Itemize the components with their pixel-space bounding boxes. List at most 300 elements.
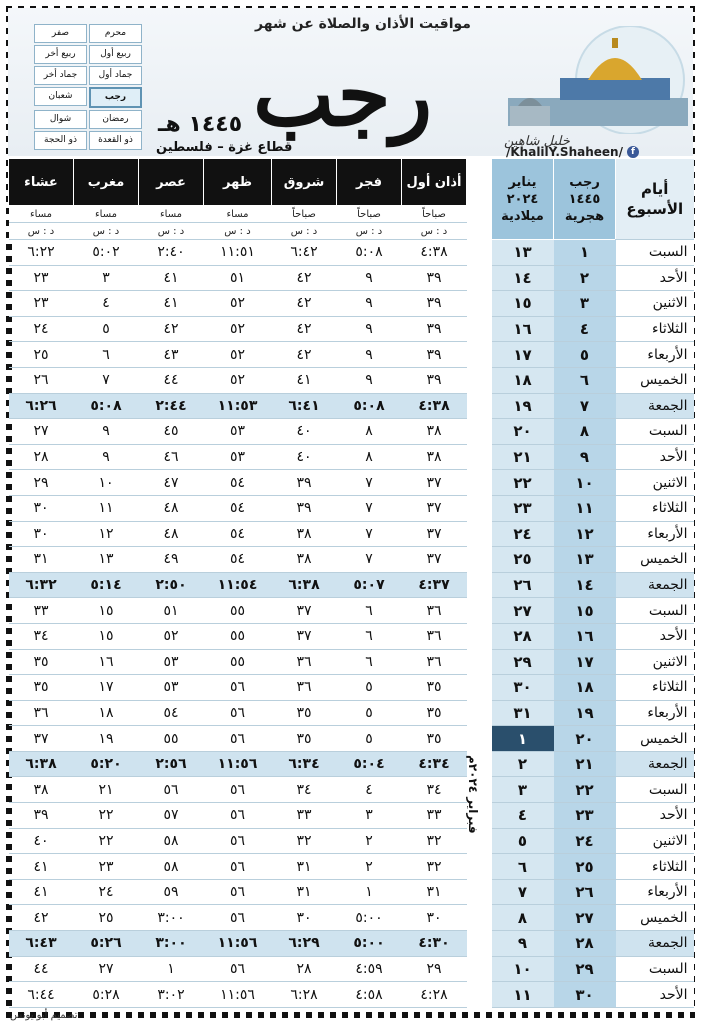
dhuhr-time: ٥٦: [204, 956, 272, 982]
asr-time: ٤٨: [139, 495, 204, 521]
isha-time: ٣٩: [9, 803, 74, 829]
shuruq-time: ٦:٣٤: [272, 751, 337, 777]
month-button[interactable]: شعبان: [34, 87, 87, 106]
hijri-date-cell: ٢٩: [554, 956, 616, 982]
fajr-time: ٨: [337, 444, 402, 470]
isha-time: ٢٩: [9, 470, 74, 496]
month-button[interactable]: جماد أخر: [34, 66, 87, 85]
shuruq-time: ٦:٣٨: [272, 572, 337, 598]
fajr-time: ٥:٠٨: [337, 393, 402, 419]
dhuhr-time: ٥٢: [204, 316, 272, 342]
isha-time: ٢٣: [9, 291, 74, 317]
isha-time: ٦:٤٤: [9, 982, 74, 1008]
maghrib-time: ٩: [74, 419, 139, 445]
maghrib-time: ١٥: [74, 623, 139, 649]
first-adhan-time: ٣٥: [402, 700, 467, 726]
first-adhan-time: ٣٦: [402, 598, 467, 624]
table-row: [9, 291, 694, 317]
table-row: [9, 905, 694, 931]
credit-text: /KhalilY.Shaheen/: [506, 145, 623, 159]
first-adhan-time: ٣٧: [402, 470, 467, 496]
month-button[interactable]: ذو القعدة: [89, 131, 142, 150]
table-row: [9, 854, 694, 880]
gregorian-date-cell: ١٧: [492, 342, 554, 368]
maghrib-time: ٢١: [74, 777, 139, 803]
shuruq-time: ٣٣: [272, 803, 337, 829]
dhuhr-time: ١١:٥٤: [204, 572, 272, 598]
hijri-date-cell: ٣٠: [554, 982, 616, 1008]
isha-time: ٢٦: [9, 367, 74, 393]
hijri-date-cell: ١٢: [554, 521, 616, 547]
separator-cell: [467, 649, 492, 675]
unit-label: د : س: [9, 223, 74, 240]
designer-credit: تصميم أبو يونس: [10, 1010, 78, 1021]
isha-time: ٦:٣٨: [9, 751, 74, 777]
first-adhan-time: ٣٩: [402, 342, 467, 368]
day-cell: السبت: [616, 777, 694, 803]
gregorian-date-cell: ٢٨: [492, 623, 554, 649]
shuruq-time: ٢٨: [272, 956, 337, 982]
isha-time: ٤١: [9, 879, 74, 905]
separator-cell: [467, 854, 492, 880]
table-row: [9, 751, 694, 777]
day-cell: الثلاثاء: [616, 675, 694, 701]
dhuhr-time: ٥٢: [204, 342, 272, 368]
gregorian-date-cell: ٣: [492, 777, 554, 803]
table-row: [9, 623, 694, 649]
hijri-date-cell: ٩: [554, 444, 616, 470]
table-row: [9, 444, 694, 470]
unit-label: د : س: [272, 223, 337, 240]
month-button[interactable]: رجب: [89, 87, 142, 108]
shuruq-time: ٣٥: [272, 700, 337, 726]
dhuhr-time: ٥٤: [204, 547, 272, 573]
day-cell: الخميس: [616, 367, 694, 393]
fajr-time: ٢: [337, 828, 402, 854]
day-cell: الجمعة: [616, 572, 694, 598]
maghrib-time: ٧: [74, 367, 139, 393]
first-adhan-time: ٤:٢٨: [402, 982, 467, 1008]
shuruq-time: ٤٠: [272, 444, 337, 470]
maghrib-time: ٥:٢٦: [74, 931, 139, 957]
gregorian-date-cell: ٢: [492, 751, 554, 777]
maghrib-time: ١٩: [74, 726, 139, 752]
first-adhan-time: ٣٢: [402, 828, 467, 854]
gregorian-date-cell: ١٨: [492, 367, 554, 393]
isha-time: ٤١: [9, 854, 74, 880]
separator-cell: [467, 240, 492, 266]
maghrib-time: ١٢: [74, 521, 139, 547]
day-cell: الخميس: [616, 726, 694, 752]
isha-time: ٦:٢٢: [9, 240, 74, 266]
hijri-date-cell: ١٥: [554, 598, 616, 624]
hijri-date-cell: ٢٧: [554, 905, 616, 931]
maghrib-time: ٥:٠٨: [74, 393, 139, 419]
first-adhan-time: ٣٠: [402, 905, 467, 931]
maghrib-time: ٢٥: [74, 905, 139, 931]
dhuhr-time: ٥٥: [204, 623, 272, 649]
asr-time: ٤٣: [139, 342, 204, 368]
gregorian-date-cell: ١٤: [492, 265, 554, 291]
maghrib-time: ٥:١٤: [74, 572, 139, 598]
first-adhan-time: ٣٢: [402, 854, 467, 880]
asr-time: ٢:٤٠: [139, 240, 204, 266]
shuruq-time: ٣١: [272, 879, 337, 905]
fajr-time: ٢: [337, 854, 402, 880]
gregorian-date-cell: ١١: [492, 982, 554, 1008]
asr-time: ٤١: [139, 265, 204, 291]
day-cell: الخميس: [616, 905, 694, 931]
table-row: [9, 649, 694, 675]
day-cell: الأربعاء: [616, 521, 694, 547]
shuruq-time: ٦:٢٨: [272, 982, 337, 1008]
asr-time: ٤٢: [139, 316, 204, 342]
header-fajr: فجر: [337, 159, 402, 206]
maghrib-time: ٥:٢٠: [74, 751, 139, 777]
month-button[interactable]: شوال: [34, 110, 87, 129]
asr-time: ٢:٥٠: [139, 572, 204, 598]
unit-label: د : س: [337, 223, 402, 240]
day-cell: الاثنين: [616, 828, 694, 854]
table-row: [9, 726, 694, 752]
header-day: أيام الأسبوع: [616, 159, 694, 240]
shuruq-time: ٤٢: [272, 316, 337, 342]
isha-time: ٣٠: [9, 521, 74, 547]
first-adhan-time: ٣٦: [402, 649, 467, 675]
hijri-date-cell: ٢٠: [554, 726, 616, 752]
dhuhr-time: ١١:٥٦: [204, 982, 272, 1008]
dhuhr-time: ٥٣: [204, 419, 272, 445]
dhuhr-time: ٥٥: [204, 649, 272, 675]
fajr-time: ٧: [337, 495, 402, 521]
asr-time: ٣:٠٠: [139, 931, 204, 957]
isha-time: ٦:٢٦: [9, 393, 74, 419]
dhuhr-time: ٥٦: [204, 675, 272, 701]
day-cell: الثلاثاء: [616, 316, 694, 342]
dhuhr-time: ٥٤: [204, 470, 272, 496]
maghrib-time: ٢٤: [74, 879, 139, 905]
month-button[interactable]: ربيع أخر: [34, 45, 87, 64]
unit-label: د : س: [402, 223, 467, 240]
first-adhan-time: ٣٩: [402, 316, 467, 342]
hijri-date-cell: ٤: [554, 316, 616, 342]
shuruq-time: ٣٧: [272, 623, 337, 649]
asr-time: ٤٨: [139, 521, 204, 547]
gregorian-date-cell: ١٣: [492, 240, 554, 266]
separator-cell: [467, 470, 492, 496]
shuruq-time: ٣٦: [272, 649, 337, 675]
first-adhan-time: ٤:٣٨: [402, 393, 467, 419]
month-button[interactable]: جماد أول: [89, 66, 142, 85]
credit[interactable]: [506, 145, 639, 159]
shuruq-time: ٤٢: [272, 342, 337, 368]
hijri-date-cell: ١٧: [554, 649, 616, 675]
separator-cell: [467, 316, 492, 342]
dhuhr-time: ١١:٥٦: [204, 751, 272, 777]
fajr-time: ٥:٠٠: [337, 931, 402, 957]
gregorian-date-cell: ٢٣: [492, 495, 554, 521]
dhuhr-time: ٥٦: [204, 854, 272, 880]
day-cell: الخميس: [616, 547, 694, 573]
period-shuruq: صباحاً: [272, 206, 337, 223]
first-adhan-time: ٣٧: [402, 521, 467, 547]
isha-time: ٤٠: [9, 828, 74, 854]
hijri-date-cell: ١٤: [554, 572, 616, 598]
maghrib-time: ٢٧: [74, 956, 139, 982]
shuruq-time: ٣٨: [272, 521, 337, 547]
table-row: [9, 547, 694, 573]
dhuhr-time: ١١:٥٣: [204, 393, 272, 419]
period-asr: مساء: [139, 206, 204, 223]
dhuhr-time: ٥٦: [204, 828, 272, 854]
month-button[interactable]: رمضان: [89, 110, 142, 129]
asr-time: ٤١: [139, 291, 204, 317]
hijri-date-cell: ٣: [554, 291, 616, 317]
day-cell: السبت: [616, 956, 694, 982]
fajr-time: ٩: [337, 367, 402, 393]
first-adhan-time: ٣٩: [402, 291, 467, 317]
shuruq-time: ٦:٤١: [272, 393, 337, 419]
gregorian-date-cell: ١: [492, 726, 554, 752]
day-cell: الأحد: [616, 982, 694, 1008]
isha-time: ٣٤: [9, 623, 74, 649]
shuruq-time: ٤٠: [272, 419, 337, 445]
asr-time: ٥٥: [139, 726, 204, 752]
isha-time: ٤٢: [9, 905, 74, 931]
table-row: [9, 419, 694, 445]
maghrib-time: ٤: [74, 291, 139, 317]
asr-time: ٥٦: [139, 777, 204, 803]
hijri-date-cell: ٢٤: [554, 828, 616, 854]
month-button[interactable]: ذو الحجة: [34, 131, 87, 150]
dhuhr-time: ٥٣: [204, 444, 272, 470]
maghrib-time: ١٦: [74, 649, 139, 675]
month-button[interactable]: صفر: [34, 24, 87, 43]
dhuhr-time: ٥٦: [204, 879, 272, 905]
isha-time: ٣٦: [9, 700, 74, 726]
asr-time: ٣:٠٠: [139, 905, 204, 931]
separator-cell: [467, 623, 492, 649]
gregorian-date-cell: ١٦: [492, 316, 554, 342]
dome-of-the-rock-image: [500, 26, 696, 134]
separator-cell: [467, 905, 492, 931]
header-hijri: رجب ١٤٤٥ هجرية: [554, 159, 616, 240]
separator-cell: [467, 367, 492, 393]
first-adhan-time: ٣٦: [402, 623, 467, 649]
header-asr: عصر: [139, 159, 204, 206]
fajr-time: ٧: [337, 470, 402, 496]
gregorian-date-cell: ٤: [492, 803, 554, 829]
dhuhr-time: ٥٦: [204, 700, 272, 726]
gregorian-date-cell: ١٩: [492, 393, 554, 419]
shuruq-time: ٣٥: [272, 726, 337, 752]
maghrib-time: ١٣: [74, 547, 139, 573]
header-first-adhan: أذان أول: [402, 159, 467, 206]
fajr-time: ٨: [337, 419, 402, 445]
separator-cell: [467, 342, 492, 368]
table-row: [9, 598, 694, 624]
separator-cell: [467, 956, 492, 982]
hijri-date-cell: ٢٦: [554, 879, 616, 905]
hijri-date-cell: ٢٢: [554, 777, 616, 803]
gregorian-date-cell: ٢٧: [492, 598, 554, 624]
dhuhr-time: ٥٦: [204, 803, 272, 829]
day-cell: الأربعاء: [616, 342, 694, 368]
day-cell: الثلاثاء: [616, 854, 694, 880]
isha-time: ٣٥: [9, 649, 74, 675]
shuruq-time: ٣٩: [272, 495, 337, 521]
gregorian-date-cell: ٢٢: [492, 470, 554, 496]
shuruq-time: ٣١: [272, 854, 337, 880]
separator: [467, 159, 492, 240]
day-cell: الاثنين: [616, 649, 694, 675]
first-adhan-time: ٢٩: [402, 956, 467, 982]
dhuhr-time: ١١:٥١: [204, 240, 272, 266]
first-adhan-time: ٤:٣٨: [402, 240, 467, 266]
asr-time: ٥١: [139, 598, 204, 624]
fajr-time: ٥:٠٨: [337, 240, 402, 266]
day-cell: السبت: [616, 598, 694, 624]
unit-label: د : س: [74, 223, 139, 240]
separator-cell: [467, 495, 492, 521]
dhuhr-time: ٥٢: [204, 291, 272, 317]
table-row: [9, 879, 694, 905]
fajr-time: ٥: [337, 675, 402, 701]
hijri-date-cell: ٦: [554, 367, 616, 393]
hijri-date-cell: ٢١: [554, 751, 616, 777]
day-cell: الثلاثاء: [616, 495, 694, 521]
fajr-time: ١: [337, 879, 402, 905]
isha-time: ٢٧: [9, 419, 74, 445]
fajr-time: ٥: [337, 726, 402, 752]
table-row: [9, 931, 694, 957]
hijri-date-cell: ١٦: [554, 623, 616, 649]
month-title: رجب: [253, 45, 433, 146]
header-gregorian: يناير ٢٠٢٤ ميلادية: [492, 159, 554, 240]
separator-cell: [467, 419, 492, 445]
gregorian-date-cell: ٢٠: [492, 419, 554, 445]
table-row: [9, 495, 694, 521]
table-row: [9, 982, 694, 1008]
gregorian-date-cell: ٧: [492, 879, 554, 905]
day-cell: الأربعاء: [616, 879, 694, 905]
isha-time: ٢٣: [9, 265, 74, 291]
fajr-time: ٦: [337, 623, 402, 649]
maghrib-time: ٦: [74, 342, 139, 368]
unit-label: د : س: [139, 223, 204, 240]
table-row: [9, 572, 694, 598]
header-dhuhr: ظهر: [204, 159, 272, 206]
shuruq-time: ٦:٢٩: [272, 931, 337, 957]
asr-time: ٥٣: [139, 675, 204, 701]
table-row: [9, 828, 694, 854]
shuruq-time: ٣٤: [272, 777, 337, 803]
shuruq-time: ٣٦: [272, 675, 337, 701]
hijri-date-cell: ٢٥: [554, 854, 616, 880]
separator-cell: [467, 547, 492, 573]
dhuhr-time: ٥٦: [204, 905, 272, 931]
isha-time: ٢٨: [9, 444, 74, 470]
separator-cell: [467, 700, 492, 726]
region-label: قطاع غزة – فلسطين: [156, 140, 293, 155]
isha-time: ٦:٤٣: [9, 931, 74, 957]
gregorian-date-cell: ٢٤: [492, 521, 554, 547]
day-cell: السبت: [616, 240, 694, 266]
fajr-time: ٦: [337, 598, 402, 624]
first-adhan-time: ٣٧: [402, 547, 467, 573]
fajr-time: ٧: [337, 547, 402, 573]
signature: خليل شاهين: [504, 134, 570, 149]
gregorian-date-cell: ٨: [492, 905, 554, 931]
isha-time: ٣٨: [9, 777, 74, 803]
first-adhan-time: ٤:٣٤: [402, 751, 467, 777]
maghrib-time: ٥: [74, 316, 139, 342]
day-cell: السبت: [616, 419, 694, 445]
hijri-year: ١٤٤٥ هـ: [158, 112, 243, 137]
fajr-time: ٤: [337, 777, 402, 803]
isha-time: ٢٥: [9, 342, 74, 368]
isha-time: ٣٠: [9, 495, 74, 521]
period-maghrib: مساء: [74, 206, 139, 223]
fajr-time: ٥:٠٧: [337, 572, 402, 598]
separator-cell: [467, 444, 492, 470]
maghrib-time: ١٨: [74, 700, 139, 726]
day-cell: الأحد: [616, 623, 694, 649]
first-adhan-time: ٤:٣٠: [402, 931, 467, 957]
asr-time: ٤٦: [139, 444, 204, 470]
separator-cell: [467, 521, 492, 547]
first-adhan-time: ٤:٣٧: [402, 572, 467, 598]
asr-time: ٥٩: [139, 879, 204, 905]
unit-label: د : س: [204, 223, 272, 240]
hijri-date-cell: ١١: [554, 495, 616, 521]
first-adhan-time: ٣٧: [402, 495, 467, 521]
fajr-time: ٤:٥٨: [337, 982, 402, 1008]
first-adhan-time: ٣٩: [402, 265, 467, 291]
hijri-date-cell: ١: [554, 240, 616, 266]
dhuhr-time: ٥٦: [204, 777, 272, 803]
gregorian-date-cell: ٢٩: [492, 649, 554, 675]
header-shuruq: شروق: [272, 159, 337, 206]
first-adhan-time: ٣٣: [402, 803, 467, 829]
fajr-time: ٩: [337, 265, 402, 291]
first-adhan-time: ٣٥: [402, 726, 467, 752]
dhuhr-time: ٥٥: [204, 598, 272, 624]
asr-time: ٥٤: [139, 700, 204, 726]
period-dhuhr: مساء: [204, 206, 272, 223]
fajr-time: ٥:٠٠: [337, 905, 402, 931]
table-row: [9, 521, 694, 547]
gregorian-date-cell: ١٥: [492, 291, 554, 317]
isha-time: ٦:٣٢: [9, 572, 74, 598]
separator-cell: [467, 572, 492, 598]
hijri-date-cell: ١٨: [554, 675, 616, 701]
gregorian-date-cell: ٩: [492, 931, 554, 957]
page-subtitle: مواقيت الأذان والصلاة عن شهر: [255, 16, 471, 32]
maghrib-time: ٩: [74, 444, 139, 470]
asr-time: ١: [139, 956, 204, 982]
hijri-date-cell: ٨: [554, 419, 616, 445]
shuruq-time: ٦:٤٢: [272, 240, 337, 266]
separator-cell: [467, 393, 492, 419]
gregorian-date-cell: ٢٦: [492, 572, 554, 598]
day-cell: الأحد: [616, 803, 694, 829]
maghrib-time: ٥:٠٢: [74, 240, 139, 266]
dhuhr-time: ٥١: [204, 265, 272, 291]
month-button[interactable]: محرم: [89, 24, 142, 43]
month-button[interactable]: ربيع أول: [89, 45, 142, 64]
isha-time: ٣١: [9, 547, 74, 573]
